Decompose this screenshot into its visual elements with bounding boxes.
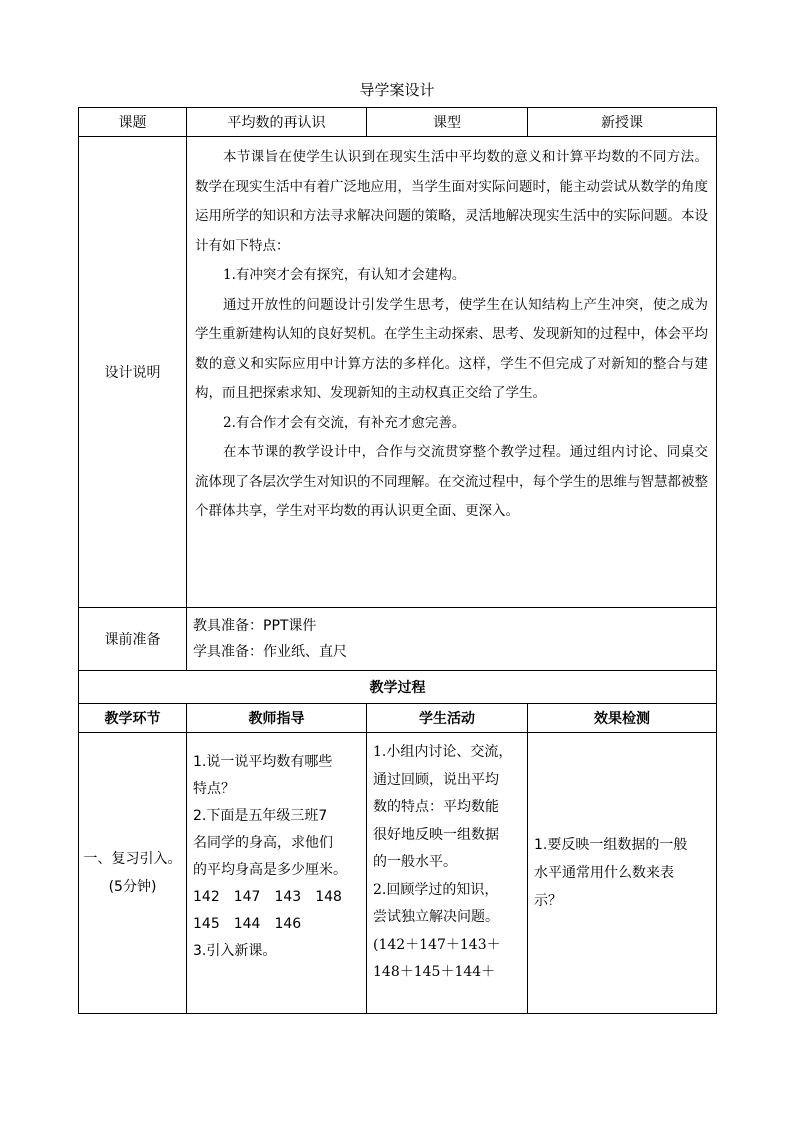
- student-line: 1.小组内讨论、交流，: [373, 744, 513, 760]
- student-prep: 学具准备：作业纸、直尺: [193, 644, 347, 660]
- height-value: 142: [193, 889, 220, 905]
- process-header-row: [79, 704, 717, 733]
- height-value: 143: [274, 889, 302, 905]
- heights-row: [193, 911, 362, 938]
- height-value: 146: [274, 916, 302, 932]
- heights-row: [193, 884, 362, 911]
- column-header: 学生活动: [367, 704, 528, 733]
- design-paragraph: 1.有冲突才会有探究，有认知才会建构。: [223, 267, 466, 283]
- student-line: 很好地反映一组数据: [373, 826, 499, 843]
- process-title: 教学过程: [79, 671, 717, 704]
- header-row: [79, 108, 717, 137]
- lesson-plan-table: [78, 107, 717, 1014]
- prep-content: [187, 608, 717, 671]
- effect-line: 水平通常用什么数来表: [534, 865, 674, 881]
- teacher-prep: 教具准备：PPT课件: [193, 618, 317, 634]
- column-header: 教学环节: [79, 704, 187, 733]
- design-label: 设计说明: [79, 137, 187, 608]
- student-line: (142＋147＋143＋: [373, 936, 501, 953]
- stage-name-cell: [79, 733, 187, 1014]
- student-line: 148＋145＋144＋: [373, 964, 496, 980]
- column-header: 效果检测: [528, 704, 717, 733]
- teacher-question-2: 2.下面是五年级三班7: [193, 808, 328, 824]
- effect-check: [528, 733, 717, 1014]
- design-paragraph: 在本节课的教学设计中，合作与交流贯穿整个教学过程。通过组内讨论、同桌交流体现了各层次学生对知识的不同理解。在交流过程中，每个学生的思维与智慧都被整个群体共享，学生对平均数的再认识更全面、更深入。: [195, 444, 708, 519]
- effect-line: 1.要反映一组数据的一般: [534, 837, 688, 853]
- stage-row: [79, 733, 717, 1014]
- effect-line: 示？: [534, 893, 562, 909]
- height-value: 145: [193, 916, 220, 932]
- design-paragraph: 通过开放性的问题设计引发学生思考，使学生在认知结构上产生冲突，使之成为学生重新建构认知的良好契机。在学生主动探索、思考、发现新知的过程中，体会平均数的意义和实际应用中计算方法的多样化。这样，学生不但完成了对新知的整合与建构，而且把探索求知、发现新知的主动权真正交给了学生。: [195, 296, 708, 401]
- student-line: 2.回顾学过的知识，: [373, 881, 499, 898]
- type-label: 课型: [367, 108, 528, 137]
- student-line: 数的特点：平均数能: [373, 799, 499, 815]
- teacher-question-1-cont: 特点？: [193, 781, 235, 797]
- topic-label: 课题: [79, 108, 187, 137]
- student-line: 的一般水平。: [373, 854, 457, 870]
- teacher-question-2-cont: 的平均身高是多少厘米。: [193, 862, 347, 878]
- teacher-guidance: [187, 733, 367, 1014]
- topic-value: 平均数的再认识: [187, 108, 367, 137]
- design-description: [187, 137, 717, 608]
- height-value: 147: [233, 889, 261, 905]
- student-activity: [367, 733, 528, 1014]
- design-paragraph: 2.有合作才会有交流，有补充才愈完善。: [223, 414, 466, 431]
- prep-label: 课前准备: [79, 608, 187, 671]
- stage-name: 一、复习引入。: [83, 851, 182, 867]
- height-value: 144: [233, 916, 261, 932]
- type-value: 新授课: [528, 108, 717, 137]
- process-title-row: [79, 671, 717, 704]
- student-line: 尝试独立解决问题。: [373, 909, 499, 925]
- document-title: 导学案设计: [359, 81, 435, 99]
- design-row: [79, 137, 717, 608]
- teacher-question-2-cont: 名同学的身高，求他们: [193, 835, 333, 851]
- column-header: 教师指导: [187, 704, 367, 733]
- design-paragraph: 本节课旨在使学生认识到在现实生活中平均数的意义和计算平均数的不同方法。数学在现实生活中有着广泛地应用，当学生面对实际问题时，能主动尝试从数学的角度运用所学的知识和方法寻求解决问题的策略，灵活地解决现实生活中的实际问题。本设计有如下特点：: [195, 149, 708, 254]
- teacher-question-3: 3.引入新课。: [193, 943, 277, 959]
- teacher-question-1: 1.说一说平均数有哪些: [193, 754, 333, 770]
- stage-time: (5分钟): [108, 879, 157, 895]
- student-line: 通过回顾，说出平均: [373, 771, 499, 788]
- prep-row: [79, 608, 717, 671]
- height-value: 148: [315, 889, 342, 905]
